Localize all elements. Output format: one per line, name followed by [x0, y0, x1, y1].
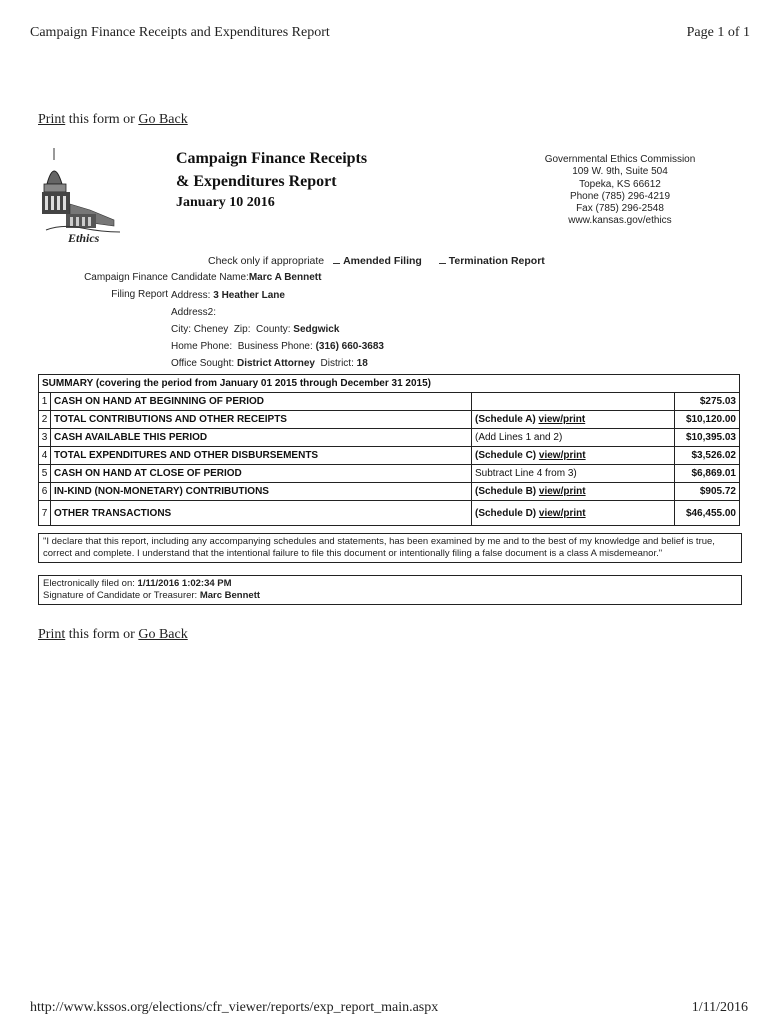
table-row: [39, 447, 740, 465]
termination-report-label: Termination Report: [448, 255, 545, 267]
row-amount: $10,395.03: [675, 429, 740, 447]
row-number: 4: [39, 447, 51, 465]
candidate-name-label: Candidate Name:: [171, 272, 249, 283]
address2-label: Address2:: [171, 307, 217, 318]
home-phone-label: Home Phone:: [171, 341, 233, 352]
section-label-filing-report: Filing Report: [111, 289, 168, 300]
business-phone-label: Business Phone:: [237, 341, 313, 352]
district-label: District:: [320, 358, 354, 369]
office-sought: District Attorney: [236, 358, 315, 369]
check-label: Check only if appropriate: [208, 255, 325, 267]
table-row: [39, 483, 740, 501]
row-number: 6: [39, 483, 51, 501]
candidate-address-row: [171, 290, 285, 301]
amended-filing-checkbox[interactable]: [333, 257, 340, 264]
ethics-seal-logo: [42, 146, 122, 246]
candidate-office-row: [171, 358, 368, 369]
print-header-title: Campaign Finance Receipts and Expenditures Report: [30, 25, 330, 40]
candidate-county: Sedgwick: [293, 324, 340, 335]
signature-value: Marc Bennett: [199, 590, 261, 601]
row-number: 5: [39, 465, 51, 483]
table-row: [39, 393, 740, 411]
zip-label: Zip:: [233, 324, 251, 335]
filed-on-value: 1/11/2016 1:02:34 PM: [137, 578, 232, 589]
candidate-name-row: [171, 272, 321, 283]
section-label-campaign-finance: Campaign Finance: [84, 272, 168, 283]
row-schedule: [472, 447, 675, 465]
row-amount: $6,869.01: [675, 465, 740, 483]
print-nav-bottom: [38, 627, 188, 643]
agency-name: Governmental Ethics Commission: [544, 154, 696, 165]
row-label: OTHER TRANSACTIONS: [51, 501, 472, 526]
schedule-label: (Schedule A): [475, 414, 539, 425]
row-label: TOTAL CONTRIBUTIONS AND OTHER RECEIPTS: [51, 411, 472, 429]
filing-type-row: [208, 255, 545, 267]
amended-filing-label: Amended Filing: [343, 255, 422, 267]
candidate-address2-row: [171, 307, 216, 318]
table-row: [39, 429, 740, 447]
row-amount: $905.72: [675, 483, 740, 501]
schedule-label: (Schedule C): [475, 450, 539, 461]
schedule-b-view-print-link[interactable]: view/print: [538, 486, 586, 497]
table-row: [39, 501, 740, 526]
row-label: CASH ON HAND AT BEGINNING OF PERIOD: [51, 393, 472, 411]
print-nav-top: [38, 112, 188, 128]
row-schedule: (Add Lines 1 and 2): [472, 429, 675, 447]
capitol-dome-icon: [42, 146, 122, 246]
district-number: 18: [356, 358, 368, 369]
print-header-page: Page 1 of 1: [686, 25, 750, 40]
schedule-a-view-print-link[interactable]: view/print: [538, 414, 586, 425]
row-schedule: [472, 411, 675, 429]
print-link[interactable]: Print: [38, 112, 66, 127]
schedule-d-view-print-link[interactable]: view/print: [538, 507, 586, 519]
schedule-label: (Schedule B): [475, 486, 539, 497]
agency-website: www.kansas.gov/ethics: [568, 215, 672, 227]
row-label: TOTAL EXPENDITURES AND OTHER DISBURSEMENTS: [51, 447, 472, 465]
report-title-line2: & Expenditures Report: [176, 173, 337, 190]
row-label: IN-KIND (NON-MONETARY) CONTRIBUTIONS: [51, 483, 472, 501]
agency-address2: Topeka, KS 66612: [579, 178, 661, 190]
print-nav-text: this form or: [65, 112, 139, 127]
row-schedule: Subtract Line 4 from 3): [472, 465, 675, 483]
office-label: Office Sought:: [171, 358, 235, 369]
schedule-label: (Schedule D): [475, 507, 539, 519]
row-number: 3: [39, 429, 51, 447]
signature-label: Signature of Candidate or Treasurer:: [43, 590, 198, 601]
county-label: County:: [256, 324, 291, 335]
address-label: Address:: [171, 290, 211, 301]
row-amount: $46,455.00: [675, 501, 740, 526]
table-row: [39, 465, 740, 483]
report-title-block: [176, 147, 367, 213]
go-back-link[interactable]: Go Back: [138, 112, 188, 127]
schedule-c-view-print-link[interactable]: view/print: [538, 450, 586, 461]
signature-row: [43, 590, 737, 602]
row-number: 2: [39, 411, 51, 429]
candidate-address: 3 Heather Lane: [213, 290, 285, 301]
business-phone: (316) 660-3683: [315, 341, 384, 352]
report-date: January 10 2016: [176, 195, 275, 210]
row-schedule: [472, 483, 675, 501]
row-label: CASH AVAILABLE THIS PERIOD: [51, 429, 472, 447]
signature-box: [38, 575, 742, 605]
candidate-name: Marc A Bennett: [248, 272, 322, 283]
row-amount: $275.03: [675, 393, 740, 411]
termination-report-checkbox[interactable]: [439, 257, 446, 264]
row-label: CASH ON HAND AT CLOSE OF PERIOD: [51, 465, 472, 483]
print-footer-url: http://www.kssos.org/elections/cfr_viewer/reports/exp_report_main.aspx: [30, 1000, 439, 1015]
candidate-city-row: [171, 324, 339, 335]
row-number: 1: [39, 393, 51, 411]
print-footer-date: 1/11/2016: [691, 1000, 748, 1015]
declaration-text: "I declare that this report, including any accompanying schedules and statements, has been examined by me and to the best of my knowledge and belief is true, correct and complete. I understand that the intentional failure to file this document or intentionally filing a false document is a class A misdemeanor.": [38, 533, 742, 563]
go-back-link-bottom[interactable]: Go Back: [138, 627, 188, 642]
summary-heading-row: [39, 375, 740, 393]
row-amount: $10,120.00: [675, 411, 740, 429]
agency-fax: Fax (785) 296-2548: [576, 203, 664, 215]
filed-on-row: [43, 578, 737, 590]
agency-address1: 109 W. 9th, Suite 504: [572, 166, 668, 178]
summary-table: [38, 374, 740, 526]
row-schedule: [472, 501, 675, 526]
row-number: 7: [39, 501, 51, 526]
summary-heading: SUMMARY (covering the period from January 01 2015 through December 31 2015): [39, 375, 740, 393]
table-row: [39, 411, 740, 429]
row-schedule: [472, 393, 675, 411]
seal-ethics-text: Ethics: [68, 231, 100, 245]
row-amount: $3,526.02: [675, 447, 740, 465]
agency-phone: Phone (785) 296-4219: [569, 190, 671, 202]
candidate-phone-row: [171, 341, 384, 352]
print-nav-text-bottom: this form or: [65, 627, 139, 642]
filed-on-label: Electronically filed on:: [43, 578, 135, 589]
city-label: City:: [171, 324, 191, 335]
agency-contact-block: [520, 154, 720, 228]
report-title-line1: Campaign Finance Receipts: [176, 150, 368, 167]
candidate-city: Cheney: [193, 324, 229, 335]
print-link-bottom[interactable]: Print: [38, 627, 66, 642]
